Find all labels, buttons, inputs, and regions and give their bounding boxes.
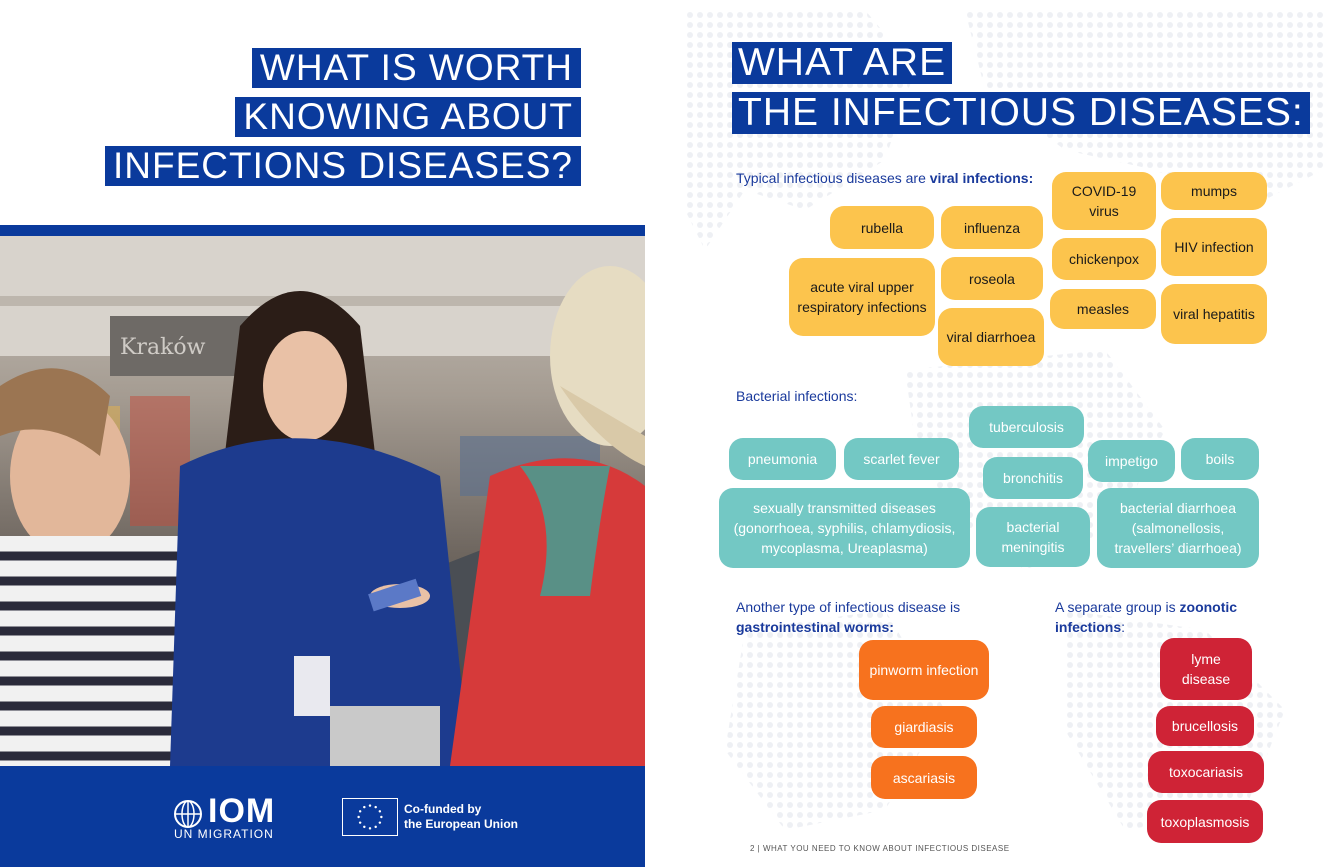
bact-pill-tuberculosis: tuberculosis (969, 406, 1084, 448)
eu-cofunded-text (404, 802, 518, 832)
viral-section-label (736, 168, 1033, 188)
viral-pill-roseola: roseola (941, 257, 1043, 300)
viral-intro-text: Typical infectious diseases are (736, 170, 930, 186)
zoo-pill-brucellosis: brucellosis (1156, 706, 1254, 746)
eu-text-line-2: the European Union (404, 817, 518, 831)
bact-pill-bacterial-diarrhoea: bacterial diarrhoea (salmonellosis, travellers’ diarrhoea) (1097, 488, 1259, 568)
gastro-pill-giardiasis: giardiasis (871, 706, 977, 748)
zoo-pill-lyme: lyme disease (1160, 638, 1252, 700)
viral-pill-viral-diarrhoea: viral diarrhoea (938, 308, 1044, 366)
iom-subtitle: UN MIGRATION (174, 827, 274, 841)
gastro-section-label (736, 597, 996, 637)
viral-pill-influenza: influenza (941, 206, 1043, 249)
right-page (645, 0, 1323, 867)
eu-flag-icon (342, 798, 398, 836)
viral-intro-bold: viral infections: (929, 170, 1034, 186)
viral-pill-acute-respiratory: acute viral upper respiratory infections (789, 258, 935, 336)
viral-pill-chickenpox: chickenpox (1052, 238, 1156, 280)
left-page (0, 0, 645, 867)
viral-pill-rubella: rubella (830, 206, 934, 249)
zoonotic-intro-bold: zoonotic (1179, 599, 1238, 615)
left-headline-line-3: INFECTIONS DISEASES? (105, 146, 581, 186)
gastro-intro-text: Another type of infectious disease is (736, 599, 961, 615)
zoonotic-intro-end: : (1121, 619, 1126, 635)
page-footer: 2 | WHAT YOU NEED TO KNOW ABOUT INFECTIOUS DISEASE (750, 844, 1010, 853)
bact-pill-std: sexually transmitted diseases (gonorrhoea, syphilis, chlamydiosis, mycoplasma, Ureaplasma) (719, 488, 970, 568)
bact-pill-impetigo: impetigo (1088, 440, 1175, 482)
viral-pill-covid19: COVID-19 virus (1052, 172, 1156, 230)
bact-pill-pneumonia: pneumonia (729, 438, 836, 480)
iom-emblem-icon (172, 798, 204, 830)
gastro-intro-bold: gastrointestinal worms: (736, 619, 894, 635)
iom-wordmark: IOM (208, 792, 276, 830)
bact-pill-scarlet-fever: scarlet fever (844, 438, 959, 480)
viral-pill-hiv: HIV infection (1161, 218, 1267, 276)
cover-photo (0, 236, 645, 766)
right-headline-line-1: WHAT ARE (732, 42, 952, 84)
blue-divider-strip (0, 225, 645, 236)
gastro-pill-ascariasis: ascariasis (871, 756, 977, 799)
gastro-pill-pinworm: pinworm infection (859, 640, 989, 700)
bacterial-section-label: Bacterial infections: (736, 388, 858, 404)
viral-pill-mumps: mumps (1161, 172, 1267, 210)
bact-pill-bronchitis: bronchitis (983, 457, 1083, 499)
right-headline-line-2: THE INFECTIOUS DISEASES: (732, 92, 1310, 134)
viral-pill-viral-hepatitis: viral hepatitis (1161, 284, 1267, 344)
zoo-pill-toxocariasis: toxocariasis (1148, 751, 1264, 793)
zoonotic-intro-text: A separate group is (1055, 599, 1180, 615)
left-footer-bar (0, 766, 645, 867)
zoonotic-section-label (1055, 597, 1275, 637)
bact-pill-meningitis: bacterial meningitis (976, 507, 1090, 567)
left-headline-line-1: WHAT IS WORTH (252, 48, 581, 88)
zoo-pill-toxoplasmosis: toxoplasmosis (1147, 800, 1263, 843)
bact-pill-boils: boils (1181, 438, 1259, 480)
left-headline-line-2: KNOWING ABOUT (235, 97, 581, 137)
eu-text-line-1: Co-funded by (404, 802, 482, 816)
zoonotic-intro-bold-2: infections (1055, 619, 1122, 635)
viral-pill-measles: measles (1050, 289, 1156, 329)
kraków-sign: Kraków (120, 335, 206, 360)
